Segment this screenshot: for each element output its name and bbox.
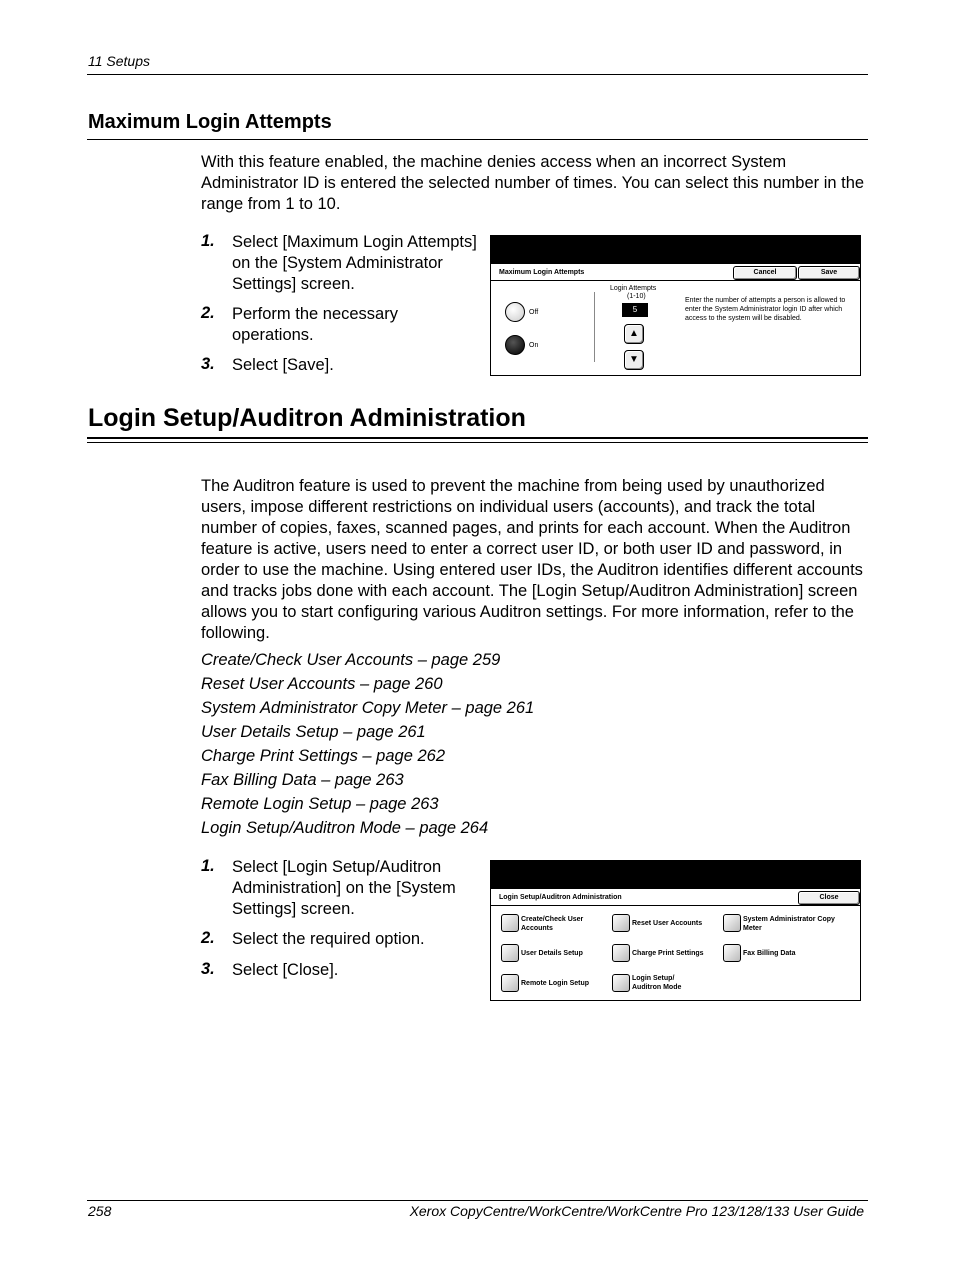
screen-top-bar [491,861,860,889]
reference-link[interactable]: Charge Print Settings – page 262 [201,747,445,765]
help-text: Enter the number of attempts a person is allowed to enter the System Administrator login ID after which access to the system will be disabled. [685,297,846,322]
step-number: 3. [201,355,215,373]
option-button[interactable] [612,944,630,962]
option-button[interactable] [501,974,519,992]
header-rule [87,74,868,75]
step-text: Select [Save]. [232,356,334,374]
option-label: Login Setup/ Auditron Mode [632,975,682,991]
option-button[interactable] [501,944,519,962]
screen-top-bar [491,236,860,264]
off-radio[interactable] [505,302,525,322]
section-rule-thick [87,437,868,439]
reference-link[interactable]: Create/Check User Accounts – page 259 [201,651,501,669]
step-number: 1. [201,232,215,250]
option-label: Fax Billing Data [743,950,796,957]
increase-button[interactable] [624,324,644,344]
reference-link[interactable]: Remote Login Setup – page 263 [201,795,439,813]
reference-link[interactable]: Reset User Accounts – page 260 [201,675,443,693]
option-label: System Administrator Copy Meter [743,916,835,932]
step-number: 2. [201,304,215,322]
divider [594,292,595,362]
login-attempts-value: 5 [622,303,648,317]
section-heading-max-login: Maximum Login Attempts [88,111,332,133]
save-button[interactable]: Save [798,266,860,280]
login-setup-screen [490,860,861,1001]
reference-link[interactable]: Fax Billing Data – page 263 [201,771,404,789]
step-number: 1. [201,857,215,875]
on-radio[interactable] [505,335,525,355]
login-setup-description: The Auditron feature is used to prevent the machine from being used by unauthorized users, impose different restrictions on individual users (accounts), and track the total number of copies, faxes, scanned pages, and prints for each account. When the Auditron feature is active, users need to enter a correct user ID, or both user ID and password, in order to use the machine. Using entered user IDs, the Auditron identifies different accounts and tracks jobs done with each account. The [Login Setup/Auditron Administration] screen allows you to start configuring various Auditron settings. For more information, refer to the following. [201,477,863,642]
step-text: Select the required option. [232,930,425,948]
step-text: Perform the necessary operations. [232,305,398,344]
guide-title: Xerox CopyCentre/WorkCentre/WorkCentre Pro 123/128/133 User Guide [409,1203,864,1219]
option-label: User Details Setup [521,950,583,957]
section-rule-max-login [87,139,868,140]
screen-title: Login Setup/Auditron Administration [499,894,622,901]
step-text: Select [Login Setup/Auditron Administration] on the [System Settings] screen. [232,858,456,918]
option-button[interactable] [723,944,741,962]
decrease-button[interactable] [624,350,644,370]
footer-rule [87,1200,868,1201]
page-number: 258 [88,1203,112,1219]
field-range: (1-10) [627,293,646,300]
screen-title: Maximum Login Attempts [499,269,585,276]
triangle-up-icon: ▲ [629,328,639,339]
step-number: 3. [201,960,215,978]
section-heading-login-setup: Login Setup/Auditron Administration [88,404,526,432]
option-label: Create/Check User Accounts [521,916,584,932]
section-rule-thin [87,442,868,443]
step-number: 2. [201,929,215,947]
field-label: Login Attempts [610,285,657,292]
option-label: Charge Print Settings [632,950,704,957]
cancel-button[interactable]: Cancel [733,266,797,280]
reference-link[interactable]: User Details Setup – page 261 [201,723,426,741]
max-login-description: With this feature enabled, the machine denies access when an incorrect System Administrator ID is entered the selected number of times. You can select this number in the range from 1 to 10. [201,153,865,213]
step-text: Select [Maximum Login Attempts] on the [System Administrator Settings] screen. [232,233,477,293]
reference-link[interactable]: System Administrator Copy Meter – page 261 [201,699,535,717]
option-button[interactable] [723,914,741,932]
option-button[interactable] [612,914,630,932]
option-button[interactable] [612,974,630,992]
option-label: Reset User Accounts [632,920,703,927]
option-label: Remote Login Setup [521,980,590,987]
triangle-down-icon: ▼ [629,354,639,365]
on-label: On [529,342,539,349]
step-text: Select [Close]. [232,961,339,979]
close-button[interactable]: Close [798,891,860,905]
reference-link[interactable]: Login Setup/Auditron Mode – page 264 [201,819,489,837]
option-button[interactable] [501,914,519,932]
max-login-screen [490,235,861,376]
off-label: Off [529,309,539,316]
running-header: 11 Setups [88,53,151,69]
